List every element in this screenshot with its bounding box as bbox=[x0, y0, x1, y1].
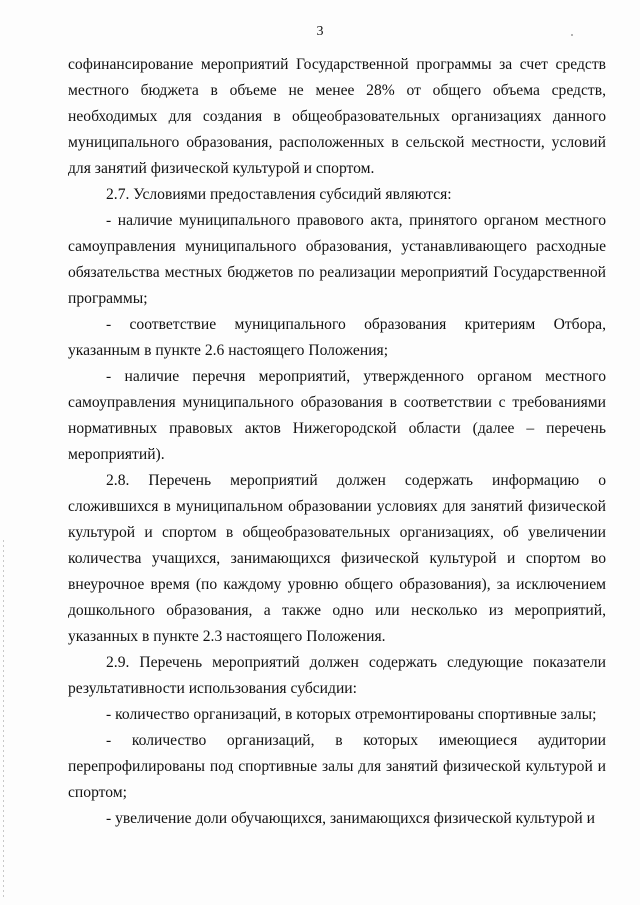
scan-edge-mark bbox=[3, 540, 4, 900]
paragraph-2-8: 2.8. Перечень мероприятий должен содержать информацию о сложившихся в муниципальном образовании условиях для занятий физической культурой и спортом в общеобразовательных организациях, об увеличении количества учащихся, занимающихся физической культурой и спортом во внеурочное время (по каждому уровню общего образования), за исключением дошкольного образования, а также одно или несколько из мероприятий, указанных в пункте 2.3 настоящего Положения. bbox=[68, 472, 606, 645]
scan-speck bbox=[571, 34, 573, 36]
paragraph-2-7-heading: 2.7. Условиями предоставления субсидий являются: bbox=[106, 186, 452, 203]
list-item-legal-act: - наличие муниципального правового акта, принятого органом местного самоуправления муниципального образования, устанавливающего расходные обязательства местных бюджетов по реализации мероприятий Государственной программы; bbox=[68, 212, 606, 307]
paragraph-cofinancing: софинансирование мероприятий Государственной программы за счет средств местного бюджета в объеме не менее 28% от общего объема средств, необходимых для создания в общеобразовательных организациях данного муниципального образования, расположенных в сельской местности, условий для занятий физической культурой и спортом. bbox=[68, 56, 606, 177]
paragraph-2-9: 2.9. Перечень мероприятий должен содержать следующие показатели результативности использования субсидии: bbox=[68, 654, 606, 697]
document-body bbox=[68, 52, 606, 832]
list-item-criteria: - соответствие муниципального образования критериям Отбора, указанным в пункте 2.6 настоящего Положения; bbox=[68, 316, 606, 359]
page-number: 3 bbox=[316, 24, 324, 39]
list-item-repaired-halls: - количество организаций, в которых отремонтированы спортивные залы; bbox=[106, 706, 597, 723]
list-item-measures-list: - наличие перечня мероприятий, утвержденного органом местного самоуправления муниципального образования в соответствии с требованиями нормативных правовых актов Нижегородской области (далее – перечень мероприятий). bbox=[68, 368, 606, 463]
list-item-students-share: - увеличение доли обучающихся, занимающихся физической культурой и bbox=[106, 810, 595, 827]
list-item-repurposed-rooms: - количество организаций, в которых имеющиеся аудитории перепрофилированы под спортивные залы для занятий физической культурой и спортом; bbox=[68, 732, 606, 801]
